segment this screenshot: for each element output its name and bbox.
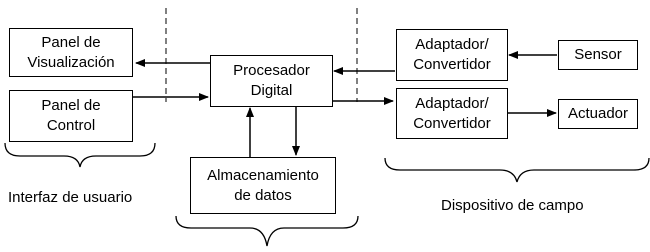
storage-block: Almacenamiento de datos: [190, 157, 336, 214]
actuator-block: Actuador: [558, 99, 638, 129]
field-device-brace: [385, 158, 649, 182]
user-interface-brace: [5, 143, 155, 167]
adapter-output-block: Adaptador/ Convertidor: [396, 88, 508, 139]
storage-brace: [176, 216, 358, 246]
control-panel-block: Panel de Control: [9, 90, 133, 142]
display-panel-block: Panel de Visualización: [9, 28, 133, 77]
adapter-input-block: Adaptador/ Convertidor: [396, 29, 508, 81]
field-device-label: Dispositivo de campo: [441, 197, 584, 214]
processor-block: Procesador Digital: [210, 55, 333, 107]
sensor-block: Sensor: [558, 40, 638, 70]
user-interface-label: Interfaz de usuario: [8, 189, 133, 206]
